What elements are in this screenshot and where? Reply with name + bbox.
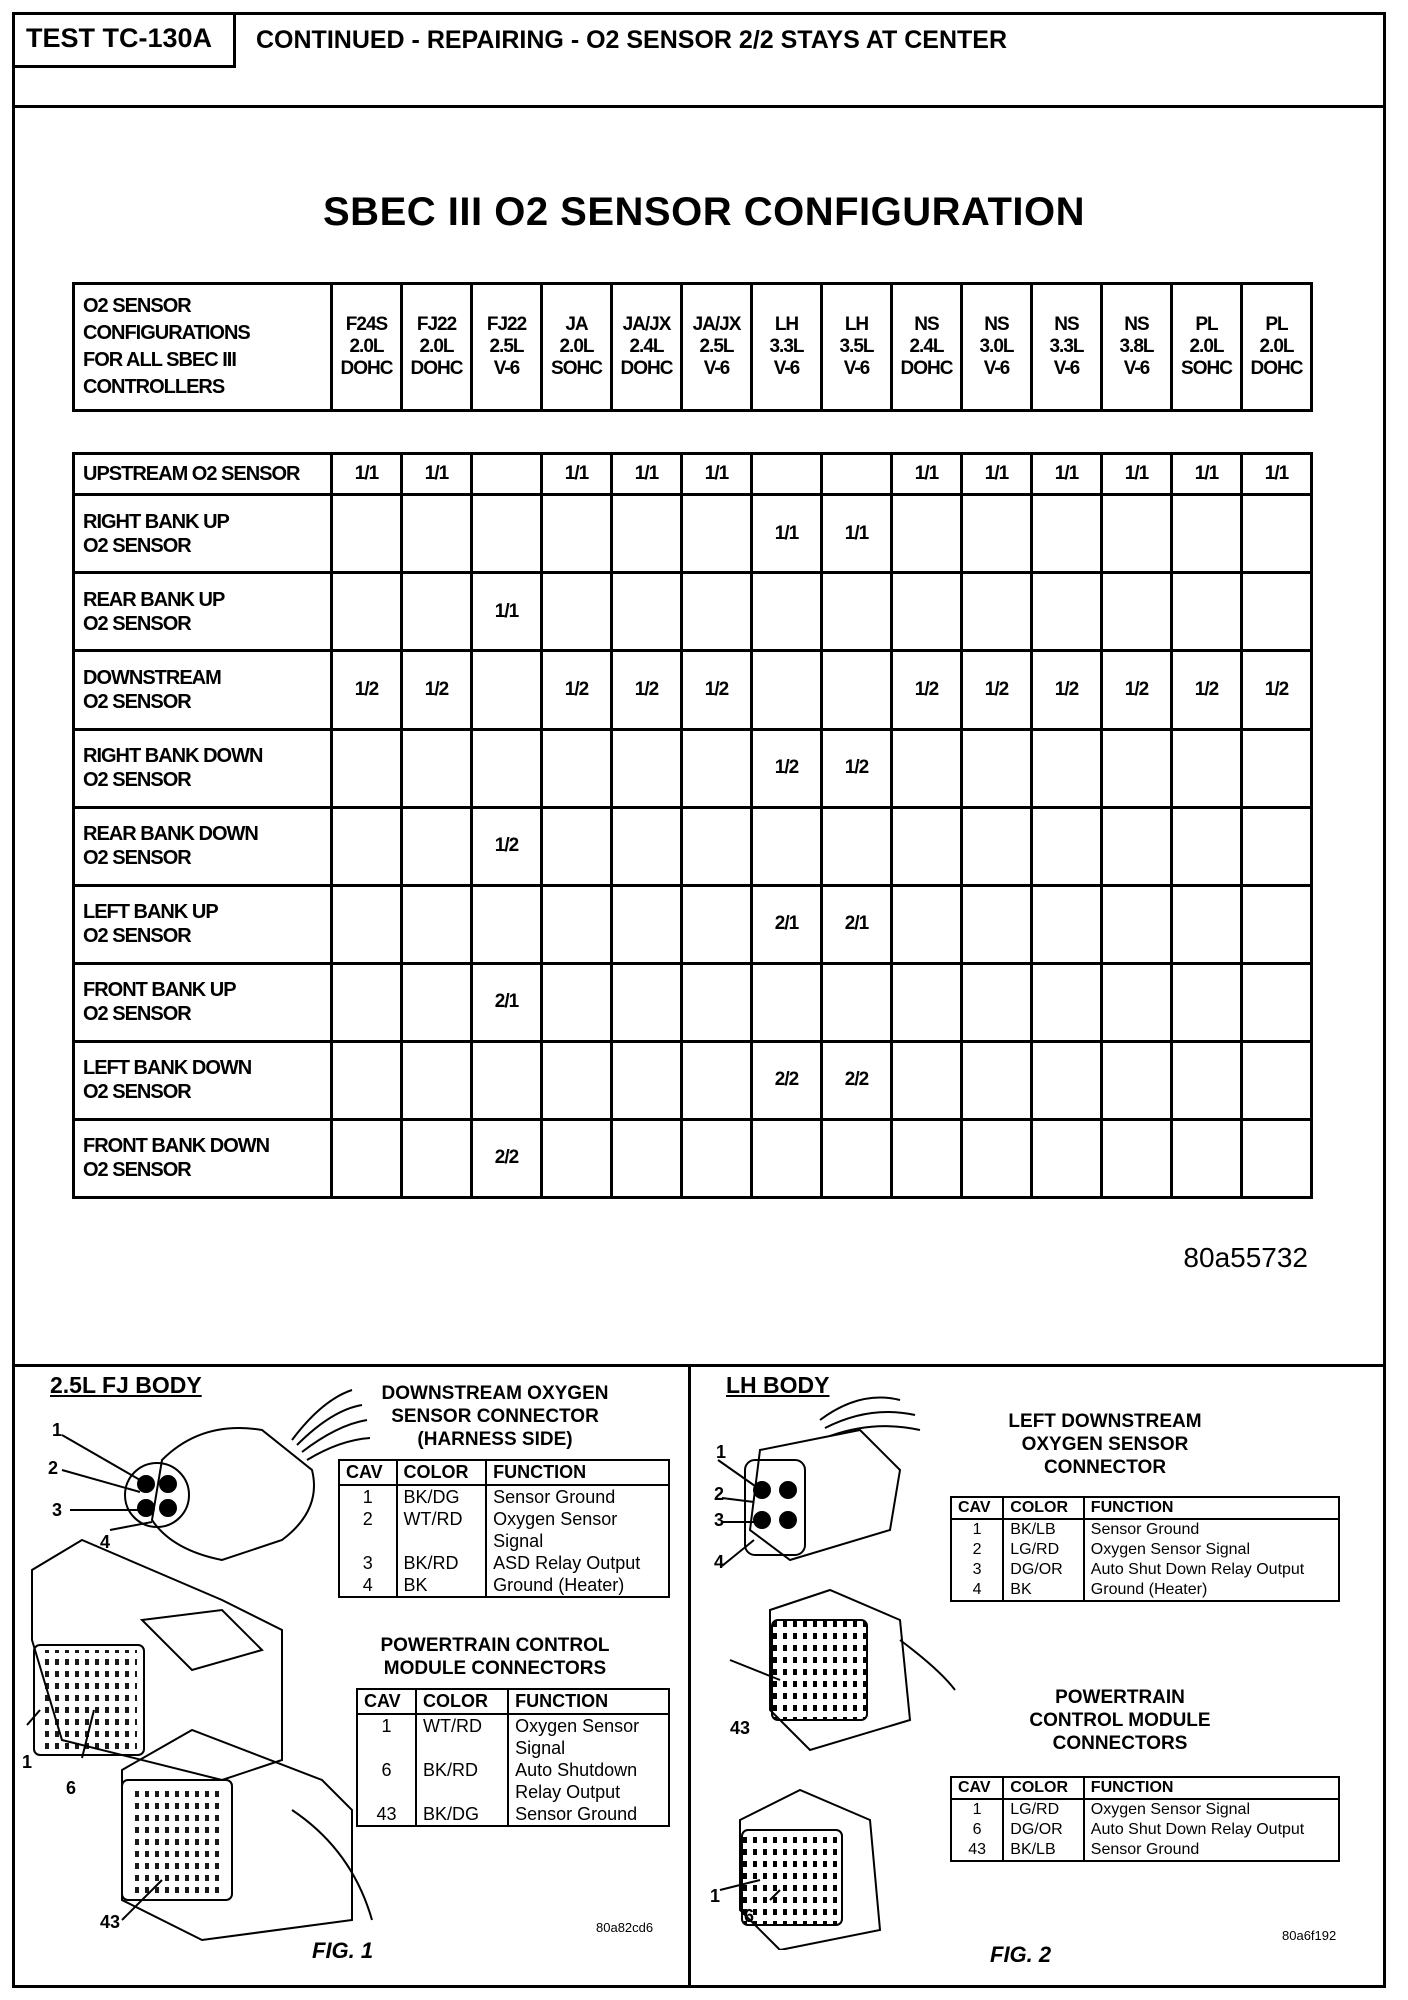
config-cell <box>822 651 892 729</box>
config-cell: 1/2 <box>1172 651 1242 729</box>
config-column-header: LH 3.3L V-6 <box>752 284 822 411</box>
config-cell: 1/2 <box>332 651 402 729</box>
fig1-callout-1: 1 <box>52 1420 63 1440</box>
config-cell <box>962 1041 1032 1119</box>
figure-divider <box>688 1364 691 1988</box>
config-cell: 1/1 <box>1102 454 1172 495</box>
pin-function: Oxygen Sensor Signal <box>1084 1799 1339 1820</box>
pin-cav: 1 <box>362 1487 373 1507</box>
config-cell <box>612 807 682 885</box>
config-cell: 1/1 <box>402 454 472 495</box>
pin-row <box>951 1820 1339 1840</box>
config-cell <box>332 495 402 573</box>
config-cell: 1/2 <box>612 651 682 729</box>
pin-cav: 2 <box>362 1509 373 1529</box>
config-column-header: PL 2.0L DOHC <box>1242 284 1312 411</box>
config-column-header: JA/JX 2.5L V-6 <box>682 284 752 411</box>
pin-cav: 43 <box>376 1804 397 1824</box>
config-cell: 2/2 <box>472 1119 542 1197</box>
pin-column-header: COLOR <box>1003 1497 1084 1519</box>
config-cell <box>612 1119 682 1197</box>
config-cell: 1/2 <box>752 729 822 807</box>
pin-function: Ground (Heater) <box>1084 1580 1339 1601</box>
config-cell <box>1242 495 1312 573</box>
config-cell <box>1032 807 1102 885</box>
config-cell: 1/2 <box>1242 651 1312 729</box>
fig1-callout-pcm-1: 1 <box>22 1752 33 1772</box>
pin-row <box>951 1840 1339 1861</box>
pin-column-header: CAV <box>357 1689 416 1714</box>
config-cell: 1/2 <box>892 651 962 729</box>
pin-color: DG/OR <box>1003 1560 1084 1580</box>
config-cell <box>752 573 822 651</box>
config-cell <box>472 885 542 963</box>
config-cell <box>332 729 402 807</box>
config-cell <box>472 495 542 573</box>
config-column-header: JA/JX 2.4L DOHC <box>612 284 682 411</box>
config-cell <box>402 807 472 885</box>
config-cell <box>682 495 752 573</box>
config-column-header: JA 2.0L SOHC <box>542 284 612 411</box>
fig1-label: FIG. 1 <box>312 1938 374 1963</box>
pin-color: BK/LB <box>1003 1840 1084 1861</box>
config-cell <box>612 963 682 1041</box>
fig1-pcm-title: POWERTRAIN CONTROL MODULE CONNECTORS <box>380 1635 610 1679</box>
pin-color: WT/RD <box>416 1714 508 1759</box>
fig2-callout-2: 2 <box>714 1484 725 1504</box>
config-row <box>74 1041 1312 1119</box>
config-cell <box>1242 1119 1312 1197</box>
config-cell <box>752 963 822 1041</box>
pin-column-header: CAV <box>339 1460 397 1485</box>
config-cell <box>1102 885 1172 963</box>
pin-function: ASD Relay Output <box>486 1552 669 1574</box>
config-cell: 1/2 <box>682 651 752 729</box>
pin-cav: 3 <box>362 1553 373 1573</box>
config-cell <box>402 729 472 807</box>
pin-cav: 1 <box>972 1801 982 1818</box>
config-cell <box>332 1041 402 1119</box>
config-cell: 2/1 <box>752 885 822 963</box>
fig2-callout-1: 1 <box>716 1442 727 1462</box>
pin-function: Oxygen Sensor Signal <box>1084 1540 1339 1560</box>
pin-row <box>951 1799 1339 1820</box>
pin-row <box>951 1540 1339 1560</box>
config-row-label: FRONT BANK DOWN O2 SENSOR <box>74 1119 332 1197</box>
config-cell <box>962 1119 1032 1197</box>
config-cell <box>1032 1119 1102 1197</box>
config-cell: 1/2 <box>822 729 892 807</box>
pin-function: Oxygen Sensor Signal <box>486 1508 669 1552</box>
pin-function: Sensor Ground <box>1084 1519 1339 1540</box>
pin-color: BK/DG <box>397 1485 487 1508</box>
config-cell: 1/1 <box>962 454 1032 495</box>
config-cell <box>1032 963 1102 1041</box>
config-cell <box>682 1041 752 1119</box>
config-row-label: FRONT BANK UP O2 SENSOR <box>74 963 332 1041</box>
fig1-pcm-table <box>356 1688 670 1827</box>
config-cell <box>892 1041 962 1119</box>
config-cell <box>752 651 822 729</box>
config-cell <box>1032 495 1102 573</box>
config-cell: 2/2 <box>752 1041 822 1119</box>
config-cell <box>612 495 682 573</box>
header-title: CONTINUED - REPAIRING - O2 SENSOR 2/2 STAYS AT CENTER <box>256 26 1008 54</box>
pin-table-header <box>357 1689 669 1714</box>
config-cell <box>1172 495 1242 573</box>
config-cell: 1/2 <box>962 651 1032 729</box>
config-column-header: NS 3.8L V-6 <box>1102 284 1172 411</box>
config-cell <box>752 807 822 885</box>
pin-column-header: COLOR <box>1003 1777 1084 1799</box>
config-cell <box>682 1119 752 1197</box>
fig2-connector-table <box>950 1496 1340 1602</box>
config-cell <box>752 1119 822 1197</box>
config-cell <box>332 963 402 1041</box>
pin-color: LG/RD <box>1003 1799 1084 1820</box>
config-row-label: DOWNSTREAM O2 SENSOR <box>74 651 332 729</box>
config-row-label: REAR BANK DOWN O2 SENSOR <box>74 807 332 885</box>
pin-color: BK/DG <box>416 1803 508 1826</box>
config-column-header: PL 2.0L SOHC <box>1172 284 1242 411</box>
config-cell <box>1102 1119 1172 1197</box>
config-cell <box>1172 1119 1242 1197</box>
config-cell <box>892 495 962 573</box>
config-cell <box>402 1041 472 1119</box>
config-row <box>74 454 1312 495</box>
config-cell <box>542 885 612 963</box>
config-cell <box>542 807 612 885</box>
pin-cav: 1 <box>381 1716 392 1736</box>
config-cell <box>822 454 892 495</box>
fig2-code: 80a6f192 <box>1282 1928 1337 1943</box>
config-column-header: F24S 2.0L DOHC <box>332 284 402 411</box>
pin-table-header <box>951 1497 1339 1519</box>
pin-color: BK/RD <box>416 1759 508 1803</box>
config-row-label: RIGHT BANK DOWN O2 SENSOR <box>74 729 332 807</box>
fig2-wires <box>820 1398 920 1437</box>
config-cell <box>892 1119 962 1197</box>
config-cell <box>962 807 1032 885</box>
fig1-callout-2: 2 <box>48 1458 59 1478</box>
config-row-label: LEFT BANK UP O2 SENSOR <box>74 885 332 963</box>
config-cell <box>612 1041 682 1119</box>
pin-row <box>951 1580 1339 1601</box>
config-cell: 2/1 <box>472 963 542 1041</box>
config-cell <box>332 807 402 885</box>
config-cell <box>1242 573 1312 651</box>
fig2-callout-pcm-6: 6 <box>744 1906 755 1926</box>
config-cell <box>1242 807 1312 885</box>
config-row <box>74 963 1312 1041</box>
config-cell: 2/2 <box>822 1041 892 1119</box>
config-column-header: NS 3.0L V-6 <box>962 284 1032 411</box>
config-cell <box>822 573 892 651</box>
config-cell <box>1172 807 1242 885</box>
fig1-callout-pcm-43: 43 <box>100 1912 121 1932</box>
config-cell: 2/1 <box>822 885 892 963</box>
pin-column-header: COLOR <box>416 1689 508 1714</box>
config-cell <box>612 573 682 651</box>
config-cell <box>1102 729 1172 807</box>
config-cell <box>962 573 1032 651</box>
config-cell <box>542 495 612 573</box>
config-row-label: LEFT BANK DOWN O2 SENSOR <box>74 1041 332 1119</box>
config-cell: 1/1 <box>542 454 612 495</box>
fig2-pcm-table <box>950 1776 1340 1862</box>
pin-row <box>951 1560 1339 1580</box>
config-cell: 1/1 <box>752 495 822 573</box>
config-cell <box>402 495 472 573</box>
config-cell <box>682 573 752 651</box>
config-cell <box>1032 573 1102 651</box>
pin-cav: 1 <box>972 1521 982 1538</box>
config-cell <box>1172 573 1242 651</box>
pin-column-header: CAV <box>951 1777 1003 1799</box>
config-row <box>74 495 1312 573</box>
config-row-label: RIGHT BANK UP O2 SENSOR <box>74 495 332 573</box>
config-cell: 1/1 <box>1032 454 1102 495</box>
pin-color: LG/RD <box>1003 1540 1084 1560</box>
fig1-callout-4: 4 <box>100 1532 111 1552</box>
fig2-connector-drawing <box>700 1390 960 1950</box>
fig2-sensor-connector <box>750 1430 900 1560</box>
fig2-connector-title: LEFT DOWNSTREAM OXYGEN SENSOR CONNECTOR <box>1008 1411 1202 1478</box>
config-cell <box>402 885 472 963</box>
config-cell <box>612 885 682 963</box>
config-cell <box>402 573 472 651</box>
config-cell <box>472 1041 542 1119</box>
section-divider <box>12 1364 1386 1367</box>
config-cell <box>962 495 1032 573</box>
pin-cav: 4 <box>362 1575 373 1595</box>
config-cell <box>542 1041 612 1119</box>
config-cell <box>1242 885 1312 963</box>
config-column-header: NS 3.3L V-6 <box>1032 284 1102 411</box>
pin-function: Sensor Ground <box>1084 1840 1339 1861</box>
config-row <box>74 573 1312 651</box>
config-cell <box>402 963 472 1041</box>
fig1-connector-title: DOWNSTREAM OXYGEN SENSOR CONNECTOR (HARNESS SIDE) <box>381 1383 609 1450</box>
config-cell: 1/1 <box>612 454 682 495</box>
config-cell <box>612 729 682 807</box>
config-cell <box>1102 963 1172 1041</box>
config-cell <box>822 807 892 885</box>
fig1-wires <box>292 1390 370 1460</box>
config-cell <box>1242 729 1312 807</box>
pin-function: Auto Shut Down Relay Output <box>1084 1560 1339 1580</box>
config-cell: 1/1 <box>682 454 752 495</box>
pin-cav: 3 <box>972 1561 982 1578</box>
config-cell <box>542 963 612 1041</box>
config-cell: 1/2 <box>542 651 612 729</box>
config-header-table <box>72 282 1313 412</box>
config-column-header: NS 2.4L DOHC <box>892 284 962 411</box>
config-cell <box>332 1119 402 1197</box>
fig1-sensor-connector <box>152 1428 314 1560</box>
test-id: TEST TC-130A <box>12 12 236 68</box>
fig1-callout-3: 3 <box>52 1500 63 1520</box>
pin-column-header: FUNCTION <box>508 1689 669 1714</box>
config-cell: 1/1 <box>822 495 892 573</box>
pin-cav: 2 <box>972 1541 982 1558</box>
pin-column-header: FUNCTION <box>486 1460 669 1485</box>
pin-function: Sensor Ground <box>486 1485 669 1508</box>
config-cell <box>682 729 752 807</box>
config-row <box>74 885 1312 963</box>
pin-cav: 43 <box>968 1841 987 1858</box>
config-cell: 1/2 <box>1102 651 1172 729</box>
config-cell <box>332 885 402 963</box>
config-column-header: FJ22 2.0L DOHC <box>402 284 472 411</box>
config-cell <box>1032 885 1102 963</box>
fig1-callout-pcm-6: 6 <box>66 1778 77 1798</box>
figure-code: 80a55732 <box>1183 1242 1308 1273</box>
pin-function: Sensor Ground <box>508 1803 669 1826</box>
config-cell <box>892 729 962 807</box>
config-cell: 1/1 <box>1172 454 1242 495</box>
config-cell <box>402 1119 472 1197</box>
pin-column-header: FUNCTION <box>1084 1497 1339 1519</box>
config-cell <box>472 454 542 495</box>
page-title: SBEC III O2 SENSOR CONFIGURATION <box>323 190 1085 234</box>
config-cell <box>1032 1041 1102 1119</box>
config-cell <box>1102 807 1172 885</box>
pin-color: DG/OR <box>1003 1820 1084 1840</box>
pin-function: Auto Shutdown Relay Output <box>508 1759 669 1803</box>
config-cell <box>332 573 402 651</box>
pin-table-header <box>951 1777 1339 1799</box>
config-cell: 1/2 <box>472 807 542 885</box>
config-cell: 1/1 <box>472 573 542 651</box>
fig2-label: FIG. 2 <box>990 1942 1052 1967</box>
pin-row <box>357 1803 669 1826</box>
pin-color: WT/RD <box>397 1508 487 1552</box>
fig1-connector-drawing <box>22 1380 402 1950</box>
config-cell <box>1102 1041 1172 1119</box>
pin-row <box>951 1519 1339 1540</box>
config-cell <box>892 885 962 963</box>
pin-row <box>357 1714 669 1759</box>
pin-cav: 6 <box>972 1821 982 1838</box>
config-column-header: LH 3.5L V-6 <box>822 284 892 411</box>
fig2-callout-4: 4 <box>714 1552 725 1572</box>
page-header <box>12 12 1386 108</box>
config-cell <box>542 1119 612 1197</box>
config-row-label: REAR BANK UP O2 SENSOR <box>74 573 332 651</box>
config-cell <box>892 963 962 1041</box>
corner-label: O2 SENSOR CONFIGURATIONS FOR ALL SBEC III CONTROLLERS <box>74 284 332 411</box>
pin-function: Oxygen Sensor Signal <box>508 1714 669 1759</box>
config-cell: 1/1 <box>332 454 402 495</box>
config-row <box>74 651 1312 729</box>
config-cell <box>1102 495 1172 573</box>
config-cell <box>1242 963 1312 1041</box>
pin-column-header: CAV <box>951 1497 1003 1519</box>
pin-color: BK <box>397 1574 487 1597</box>
config-column-header: FJ22 2.5L V-6 <box>472 284 542 411</box>
config-cell: 1/2 <box>1032 651 1102 729</box>
pin-row <box>357 1759 669 1803</box>
config-cell <box>682 963 752 1041</box>
fig1-title: 2.5L FJ BODY <box>50 1372 202 1398</box>
fig2-callout-pcm-43: 43 <box>730 1718 751 1738</box>
pin-cav: 4 <box>972 1581 982 1598</box>
pin-color: BK <box>1003 1580 1084 1601</box>
config-cell: 1/1 <box>1242 454 1312 495</box>
fig1-code: 80a82cd6 <box>596 1920 654 1935</box>
fig2-title: LH BODY <box>726 1372 830 1398</box>
fig2-callout-pcm-1: 1 <box>710 1886 721 1906</box>
config-cell <box>1102 573 1172 651</box>
fig2-pcm-title: POWERTRAIN CONTROL MODULE CONNECTORS <box>1029 1687 1211 1754</box>
config-cell <box>962 729 1032 807</box>
config-cell: 1/1 <box>892 454 962 495</box>
config-cell <box>542 729 612 807</box>
config-cell <box>1172 729 1242 807</box>
config-cell <box>472 651 542 729</box>
config-cell <box>962 963 1032 1041</box>
config-row <box>74 807 1312 885</box>
config-cell <box>472 729 542 807</box>
config-cell <box>682 885 752 963</box>
config-cell <box>1242 1041 1312 1119</box>
config-cell <box>1172 885 1242 963</box>
pin-color: BK/RD <box>397 1552 487 1574</box>
config-cell <box>1032 729 1102 807</box>
pin-function: Auto Shut Down Relay Output <box>1084 1820 1339 1840</box>
config-cell <box>682 807 752 885</box>
config-row-label: UPSTREAM O2 SENSOR <box>74 454 332 495</box>
pin-column-header: FUNCTION <box>1084 1777 1339 1799</box>
pin-function: Ground (Heater) <box>486 1574 669 1597</box>
config-body-table <box>72 452 1313 1199</box>
config-header-row <box>74 284 1312 411</box>
config-cell <box>892 807 962 885</box>
config-cell <box>892 573 962 651</box>
config-row <box>74 729 1312 807</box>
config-row <box>74 1119 1312 1197</box>
pin-column-header: COLOR <box>397 1460 487 1485</box>
config-cell <box>822 963 892 1041</box>
config-cell <box>542 573 612 651</box>
config-cell <box>1172 1041 1242 1119</box>
fig2-callout-3: 3 <box>714 1510 725 1530</box>
config-cell: 1/2 <box>402 651 472 729</box>
pin-cav: 6 <box>381 1760 392 1780</box>
pin-color: BK/LB <box>1003 1519 1084 1540</box>
config-cell <box>1172 963 1242 1041</box>
config-cell <box>822 1119 892 1197</box>
config-cell <box>962 885 1032 963</box>
config-cell <box>752 454 822 495</box>
